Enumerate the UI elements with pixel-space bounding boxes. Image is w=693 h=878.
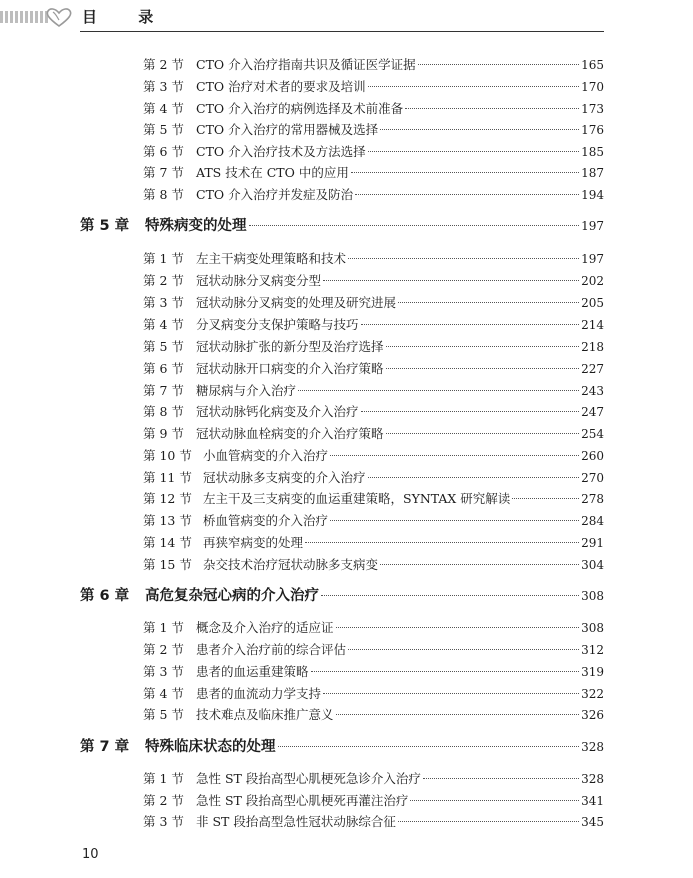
page-ref: 319 <box>581 665 604 679</box>
page-ref: 322 <box>581 687 604 701</box>
page-ref: 197 <box>581 252 604 266</box>
section-title: 急性 ST 段抬高型心肌梗死再灌注治疗 <box>196 793 409 808</box>
toc-section-entry[interactable] <box>143 469 604 486</box>
section-number: 第 4 节 <box>143 686 184 701</box>
section-title: 糖尿病与介入治疗 <box>196 383 297 398</box>
header-rule <box>80 31 604 32</box>
toc-section-entry[interactable] <box>143 490 604 507</box>
toc-section-entry[interactable] <box>143 143 604 160</box>
section-number: 第 7 节 <box>143 165 184 180</box>
dot-leader <box>321 595 579 596</box>
section-number: 第 13 节 <box>143 513 192 528</box>
toc-section-entry[interactable] <box>143 425 604 442</box>
page-ref: 205 <box>581 296 604 310</box>
page-ref: 308 <box>581 589 604 603</box>
page-ref: 197 <box>581 219 604 233</box>
toc-section-entry[interactable] <box>143 338 604 355</box>
page-ref: 328 <box>581 740 604 754</box>
page-ref: 202 <box>581 274 604 288</box>
section-number: 第 4 节 <box>143 101 184 116</box>
dot-leader <box>405 108 579 109</box>
dot-leader <box>380 129 579 130</box>
toc-section-entry[interactable] <box>143 78 604 95</box>
page-header <box>0 0 693 40</box>
dot-leader <box>361 411 580 412</box>
section-title: 技术难点及临床推广意义 <box>196 707 334 722</box>
dot-leader <box>330 455 579 456</box>
toc-section-entry[interactable] <box>143 512 604 529</box>
section-title: 小血管病变的介入治疗 <box>203 448 329 463</box>
section-number: 第 5 节 <box>143 122 184 137</box>
dot-leader <box>368 477 580 478</box>
section-number: 第 14 节 <box>143 535 192 550</box>
chapter-title: 特殊临床状态的处理 <box>145 739 276 755</box>
dot-leader <box>361 324 580 325</box>
page-ref: 214 <box>581 318 604 332</box>
chapter-title: 高危复杂冠心病的介入治疗 <box>145 588 319 604</box>
section-title: 再狭窄病变的处理 <box>203 535 304 550</box>
section-number: 第 3 节 <box>143 295 184 310</box>
dot-leader <box>348 258 579 259</box>
section-number: 第 2 节 <box>143 273 184 288</box>
section-title: 冠状动脉扩张的新分型及治疗选择 <box>196 339 384 354</box>
section-title: 冠状动脉钙化病变及介入治疗 <box>196 404 359 419</box>
chapter-number: 第 5 章 <box>80 218 130 234</box>
section-number: 第 3 节 <box>143 814 184 829</box>
page-ref: 194 <box>581 188 604 202</box>
toc-section-entry[interactable] <box>143 556 604 573</box>
page-ref: 341 <box>581 794 604 808</box>
section-number: 第 15 节 <box>143 557 192 572</box>
dot-leader <box>368 151 579 152</box>
section-title: 急性 ST 段抬高型心肌梗死急诊介入治疗 <box>196 771 421 786</box>
dot-leader <box>336 714 580 715</box>
chapter-number: 第 7 章 <box>80 739 130 755</box>
page-ref: 165 <box>581 58 604 72</box>
dot-leader <box>278 746 580 747</box>
section-number: 第 7 节 <box>143 383 184 398</box>
page-ref: 254 <box>581 427 604 441</box>
page-ref: 187 <box>581 166 604 180</box>
section-number: 第 12 节 <box>143 491 192 506</box>
section-number: 第 3 节 <box>143 664 184 679</box>
header-decoration <box>0 11 50 23</box>
dot-leader <box>398 821 579 822</box>
section-title: 杂交技术治疗冠状动脉多支病变 <box>203 557 379 572</box>
section-title: 冠状动脉多支病变的介入治疗 <box>203 470 366 485</box>
chapter-title: 特殊病变的处理 <box>145 218 247 234</box>
page-ref: 278 <box>581 492 604 506</box>
page-ref: 284 <box>581 514 604 528</box>
section-number: 第 2 节 <box>143 642 184 657</box>
section-title: 患者的血运重建策略 <box>196 664 309 679</box>
toc-section-entry[interactable] <box>143 619 604 636</box>
toc-section-entry[interactable] <box>143 56 604 73</box>
toc-section-entry[interactable] <box>143 100 604 117</box>
section-title: 左主干及三支病变的血运重建策略，SYNTAX 研究解读 <box>203 491 511 506</box>
toc-section-entry[interactable] <box>143 316 604 333</box>
toc-section-entry[interactable] <box>143 813 604 830</box>
toc-section-entry[interactable] <box>143 706 604 723</box>
section-title: CTO 介入治疗的病例选择及术前准备 <box>196 101 404 116</box>
page-ref: 247 <box>581 405 604 419</box>
section-number: 第 5 节 <box>143 339 184 354</box>
section-title: CTO 介入治疗指南共识及循证医学证据 <box>196 57 416 72</box>
page-ref: 260 <box>581 449 604 463</box>
section-number: 第 3 节 <box>143 79 184 94</box>
dot-leader <box>386 346 580 347</box>
page-ref: 185 <box>581 145 604 159</box>
dot-leader <box>336 627 580 628</box>
section-number: 第 5 节 <box>143 707 184 722</box>
section-title: 冠状动脉血栓病变的介入治疗策略 <box>196 426 384 441</box>
page-ref: 304 <box>581 558 604 572</box>
section-title: 分叉病变分支保护策略与技巧 <box>196 317 359 332</box>
section-number: 第 1 节 <box>143 771 184 786</box>
section-title: CTO 介入治疗技术及方法选择 <box>196 144 366 159</box>
dot-leader <box>323 280 579 281</box>
section-number: 第 4 节 <box>143 317 184 332</box>
dot-leader <box>368 86 579 87</box>
page-ref: 173 <box>581 102 604 116</box>
dot-leader <box>351 172 579 173</box>
page-ref: 326 <box>581 708 604 722</box>
dot-leader <box>398 302 579 303</box>
section-number: 第 6 节 <box>143 144 184 159</box>
dot-leader <box>386 368 580 369</box>
toc-section-entry[interactable] <box>143 447 604 464</box>
dot-leader <box>330 520 579 521</box>
dot-leader <box>305 542 579 543</box>
toc-section-entry[interactable] <box>143 641 604 658</box>
toc-section-entry[interactable] <box>143 294 604 311</box>
dot-leader <box>298 390 579 391</box>
section-number: 第 9 节 <box>143 426 184 441</box>
section-number: 第 8 节 <box>143 187 184 202</box>
page-ref: 170 <box>581 80 604 94</box>
page-ref: 312 <box>581 643 604 657</box>
toc-chapter-entry[interactable] <box>80 586 604 606</box>
section-number: 第 10 节 <box>143 448 192 463</box>
dot-leader <box>423 778 579 779</box>
toc-section-entry[interactable] <box>143 121 604 138</box>
page-ref: 328 <box>581 772 604 786</box>
dot-leader <box>380 564 579 565</box>
toc-section-entry[interactable] <box>143 534 604 551</box>
section-number: 第 1 节 <box>143 251 184 266</box>
dot-leader <box>311 671 580 672</box>
page-ref: 270 <box>581 471 604 485</box>
section-title: 概念及介入治疗的适应证 <box>196 620 334 635</box>
toc-section-entry[interactable] <box>143 663 604 680</box>
section-title: CTO 治疗对术者的要求及培训 <box>196 79 366 94</box>
section-title: 桥血管病变的介入治疗 <box>203 513 329 528</box>
chapter-number: 第 6 章 <box>80 588 130 604</box>
section-title: CTO 介入治疗并发症及防治 <box>196 187 354 202</box>
page-ref: 345 <box>581 815 604 829</box>
page-number: 10 <box>82 847 99 862</box>
toc-section-entry[interactable] <box>143 792 604 809</box>
section-title: 左主干病变处理策略和技术 <box>196 251 347 266</box>
page-title: 目 录 <box>82 8 172 26</box>
page-ref: 243 <box>581 384 604 398</box>
dot-leader <box>323 693 579 694</box>
dot-leader <box>512 498 579 499</box>
dot-leader <box>249 225 580 226</box>
heart-icon <box>44 6 74 28</box>
toc-section-entry[interactable] <box>143 403 604 420</box>
section-title: 非 ST 段抬高型急性冠状动脉综合征 <box>196 814 396 829</box>
section-title: 冠状动脉开口病变的介入治疗策略 <box>196 361 384 376</box>
toc-section-entry[interactable] <box>143 164 604 181</box>
dot-leader <box>348 649 579 650</box>
section-number: 第 11 节 <box>143 470 192 485</box>
page-ref: 176 <box>581 123 604 137</box>
section-title: 冠状动脉分叉病变的处理及研究进展 <box>196 295 397 310</box>
section-title: ATS 技术在 CTO 中的应用 <box>196 165 349 180</box>
page-ref: 291 <box>581 536 604 550</box>
toc-section-entry[interactable] <box>143 250 604 267</box>
section-number: 第 2 节 <box>143 793 184 808</box>
dot-leader <box>418 64 579 65</box>
dot-leader <box>386 433 580 434</box>
section-title: CTO 介入治疗的常用器械及选择 <box>196 122 379 137</box>
section-number: 第 8 节 <box>143 404 184 419</box>
toc-section-entry[interactable] <box>143 770 604 787</box>
toc-section-entry[interactable] <box>143 360 604 377</box>
dot-leader <box>410 800 579 801</box>
toc-chapter-entry[interactable] <box>80 216 604 236</box>
toc-section-entry[interactable] <box>143 272 604 289</box>
section-number: 第 6 节 <box>143 361 184 376</box>
toc-section-entry[interactable] <box>143 382 604 399</box>
page-ref: 218 <box>581 340 604 354</box>
page-ref: 227 <box>581 362 604 376</box>
toc-section-entry[interactable] <box>143 685 604 702</box>
toc-section-entry[interactable] <box>143 186 604 203</box>
section-title: 患者的血流动力学支持 <box>196 686 322 701</box>
section-title: 患者介入治疗前的综合评估 <box>196 642 347 657</box>
toc-chapter-entry[interactable] <box>80 737 604 757</box>
section-title: 冠状动脉分叉病变分型 <box>196 273 322 288</box>
page-ref: 308 <box>581 621 604 635</box>
dot-leader <box>355 194 579 195</box>
section-number: 第 1 节 <box>143 620 184 635</box>
section-number: 第 2 节 <box>143 57 184 72</box>
